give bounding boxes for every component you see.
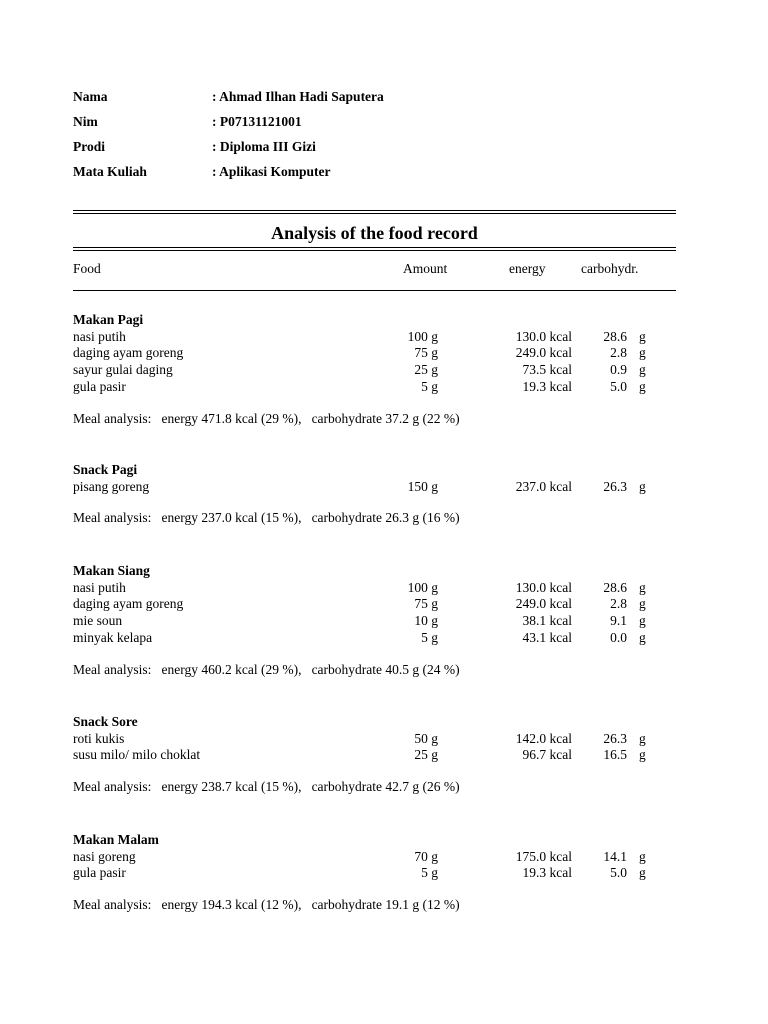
food-energy: 249.0 kcal: [515, 345, 572, 361]
separator-line: [73, 210, 676, 211]
food-carbohydrate: 5.0: [610, 378, 627, 394]
food-name: sayur gulai daging: [73, 362, 173, 378]
meal-analysis: Meal analysis: energy 237.0 kcal (15 %), carbohydrate 26.3 g (16 %): [73, 510, 460, 526]
carb-unit: g: [639, 596, 646, 612]
food-energy: 249.0 kcal: [515, 596, 572, 612]
food-carbohydrate: 2.8: [610, 345, 627, 361]
carb-unit: g: [639, 730, 646, 746]
food-carbohydrate: 16.5: [603, 747, 627, 763]
food-energy: 19.3 kcal: [522, 865, 572, 881]
food-carbohydrate: 28.6: [603, 579, 627, 595]
food-name: nasi goreng: [73, 848, 136, 864]
info-mata-kuliah: [73, 163, 673, 181]
food-amount: 5 g: [421, 629, 438, 645]
food-carbohydrate: 26.3: [603, 478, 627, 494]
food-amount: 5 g: [421, 865, 438, 881]
info-label: Nim: [73, 114, 98, 129]
food-amount: 75 g: [414, 345, 438, 361]
food-name: nasi putih: [73, 579, 126, 595]
meal-section-title: Makan Siang: [73, 563, 150, 578]
info-label: Mata Kuliah: [73, 164, 147, 179]
separator-line: [73, 247, 676, 248]
meal-analysis: Meal analysis: energy 460.2 kcal (29 %), carbohydrate 40.5 g (24 %): [73, 661, 460, 677]
food-row: [0, 378, 768, 395]
food-row: [0, 344, 768, 361]
food-carbohydrate: 0.9: [610, 362, 627, 378]
food-energy: 19.3 kcal: [522, 378, 572, 394]
column-header-amount: Amount: [403, 261, 448, 276]
food-amount: 5 g: [421, 378, 438, 394]
carb-unit: g: [639, 579, 646, 595]
info-value: : Aplikasi Komputer: [212, 164, 331, 179]
header-rule: [73, 290, 676, 291]
column-header-carbohydrate: carbohydr.: [581, 261, 639, 276]
carb-unit: g: [639, 848, 646, 864]
food-amount: 100 g: [407, 579, 438, 595]
food-name: gula pasir: [73, 378, 126, 394]
food-name: susu milo/ milo choklat: [73, 747, 201, 763]
info-value: : P07131121001: [212, 114, 302, 129]
food-carbohydrate: 2.8: [610, 596, 627, 612]
meal-section-title: Makan Pagi: [73, 312, 144, 327]
info-label: Nama: [73, 89, 108, 104]
carb-unit: g: [639, 362, 646, 378]
food-energy: 130.0 kcal: [515, 328, 572, 344]
document-title: Analysis of the food record: [271, 223, 478, 243]
info-value: : Ahmad Ilhan Hadi Saputera: [212, 89, 384, 104]
food-amount: 25 g: [414, 747, 438, 763]
carb-unit: g: [639, 613, 646, 629]
food-name: daging ayam goreng: [73, 345, 184, 361]
food-name: pisang goreng: [73, 478, 150, 494]
food-amount: 10 g: [414, 613, 438, 629]
food-row: [0, 864, 768, 881]
food-name: minyak kelapa: [73, 629, 153, 645]
food-energy: 130.0 kcal: [515, 579, 572, 595]
food-row: [0, 746, 768, 763]
food-row: [0, 595, 768, 612]
food-amount: 70 g: [414, 848, 438, 864]
food-row: [0, 579, 768, 596]
info-nama: [73, 88, 673, 106]
food-energy: 38.1 kcal: [522, 613, 572, 629]
food-name: roti kukis: [73, 730, 125, 746]
meal-section-title: Snack Pagi: [73, 462, 138, 477]
food-name: daging ayam goreng: [73, 596, 184, 612]
meal-analysis: Meal analysis: energy 194.3 kcal (12 %), carbohydrate 19.1 g (12 %): [73, 897, 460, 913]
carb-unit: g: [639, 629, 646, 645]
food-row: [0, 478, 768, 495]
food-carbohydrate: 14.1: [603, 848, 627, 864]
meal-analysis: Meal analysis: energy 238.7 kcal (15 %), carbohydrate 42.7 g (26 %): [73, 779, 460, 795]
carb-unit: g: [639, 747, 646, 763]
carb-unit: g: [639, 478, 646, 494]
food-amount: 50 g: [414, 730, 438, 746]
carb-unit: g: [639, 865, 646, 881]
separator-line: [73, 213, 676, 214]
food-carbohydrate: 0.0: [610, 629, 627, 645]
double-separator-top: [73, 208, 676, 218]
food-name: gula pasir: [73, 865, 126, 881]
food-row: [0, 848, 768, 865]
food-energy: 237.0 kcal: [515, 478, 572, 494]
food-amount: 100 g: [407, 328, 438, 344]
carb-unit: g: [639, 328, 646, 344]
food-row: [0, 629, 768, 646]
food-energy: 142.0 kcal: [515, 730, 572, 746]
info-value: : Diploma III Gizi: [212, 139, 316, 154]
info-nim: [73, 113, 673, 131]
food-carbohydrate: 26.3: [603, 730, 627, 746]
food-name: mie soun: [73, 613, 123, 629]
food-row: [0, 612, 768, 629]
carb-unit: g: [639, 378, 646, 394]
column-header-energy: energy: [509, 261, 546, 276]
meal-section-title: Snack Sore: [73, 714, 138, 729]
food-name: nasi putih: [73, 328, 126, 344]
food-row: [0, 361, 768, 378]
food-carbohydrate: 5.0: [610, 865, 627, 881]
meal-section-title: Makan Malam: [73, 832, 159, 847]
food-carbohydrate: 28.6: [603, 328, 627, 344]
food-energy: 175.0 kcal: [515, 848, 572, 864]
food-amount: 150 g: [407, 478, 438, 494]
food-amount: 75 g: [414, 596, 438, 612]
info-label: Prodi: [73, 139, 106, 154]
info-prodi: [73, 138, 673, 156]
food-energy: 43.1 kcal: [522, 629, 572, 645]
column-header-food: Food: [73, 261, 101, 276]
food-energy: 73.5 kcal: [522, 362, 572, 378]
carb-unit: g: [639, 345, 646, 361]
separator-line: [73, 250, 676, 251]
food-row: [0, 730, 768, 747]
food-carbohydrate: 9.1: [610, 613, 627, 629]
double-separator-bottom: [73, 245, 676, 255]
food-amount: 25 g: [414, 362, 438, 378]
food-row: [0, 328, 768, 345]
food-energy: 96.7 kcal: [522, 747, 572, 763]
meal-analysis: Meal analysis: energy 471.8 kcal (29 %), carbohydrate 37.2 g (22 %): [73, 410, 460, 426]
